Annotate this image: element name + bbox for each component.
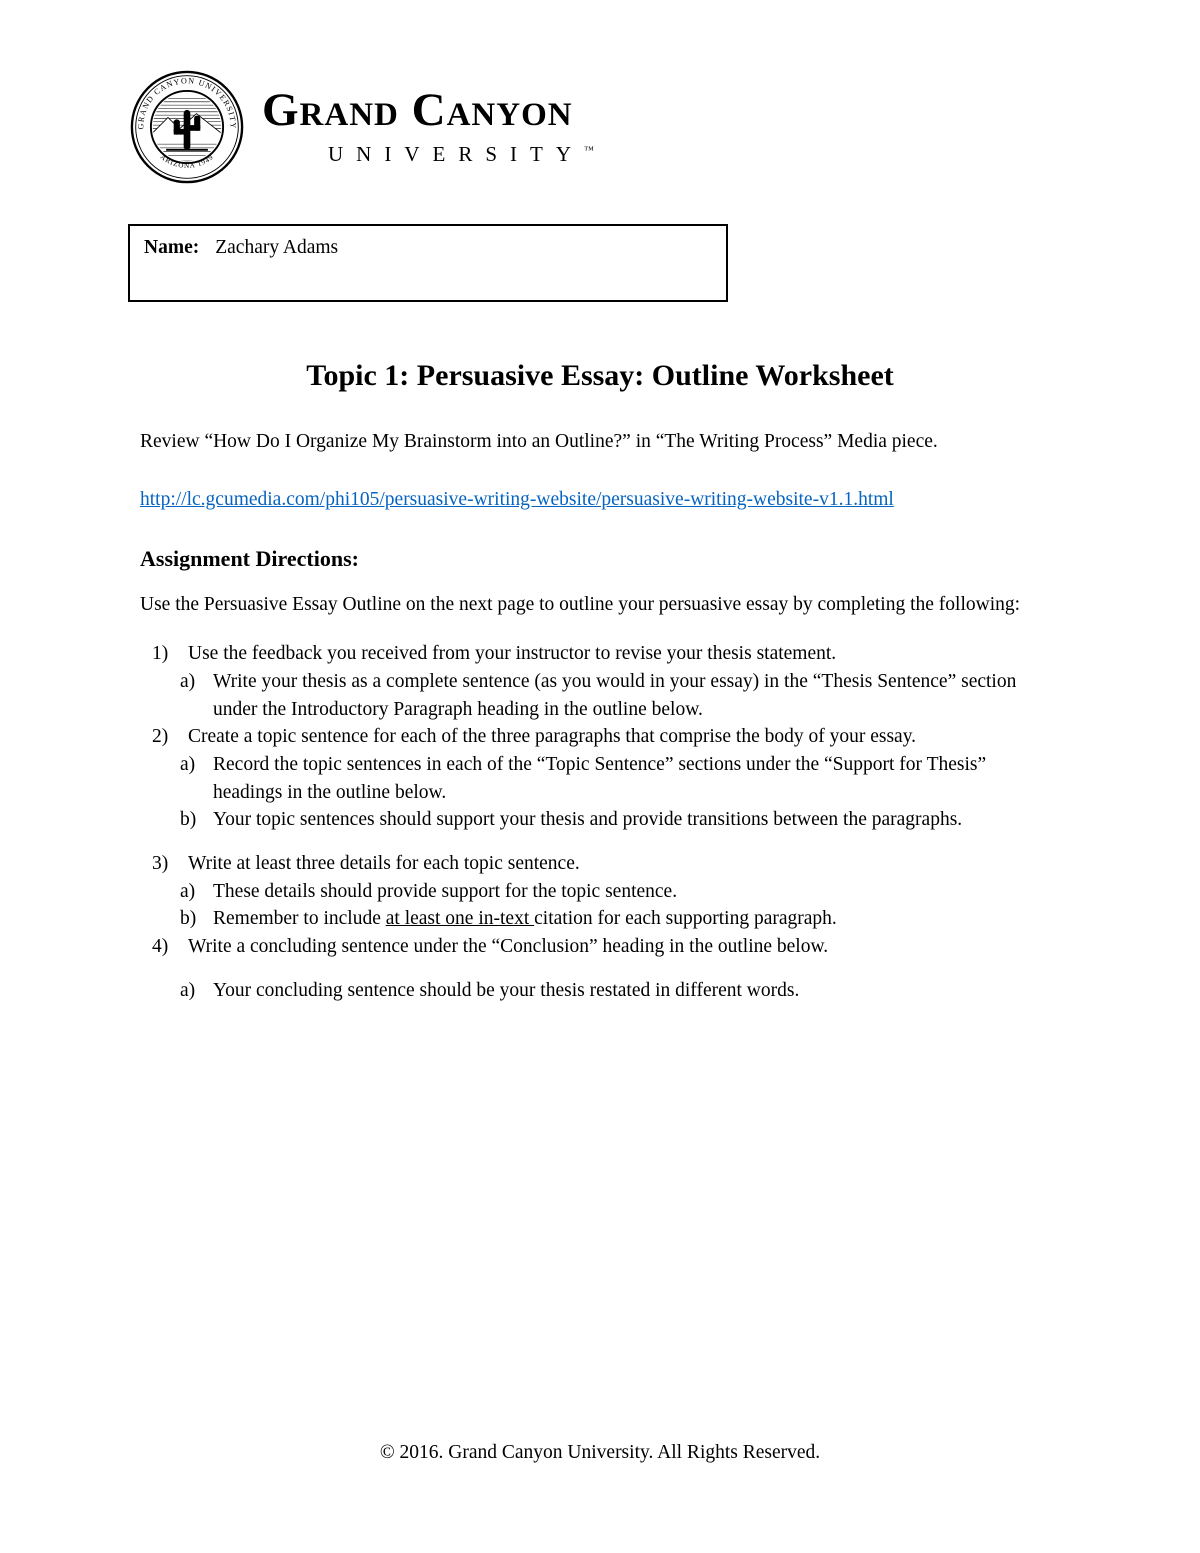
copyright-footer: © 2016. Grand Canyon University. All Rights Reserved. [379,1442,821,1464]
gcu-seal-icon [130,70,244,184]
logo-wordmark-block [262,84,594,169]
list-item-2a [140,751,1060,806]
list-text: Write a concluding sentence under the “Conclusion” heading in the outline below. [188,936,829,958]
list-text: Record the topic sentences in each of the “Topic Sentence” sections under the “Support for Thesis” headings in the outline below. [213,754,987,803]
list-text: Write at least three details for each topic sentence. [188,853,580,875]
list-item-1 [140,640,1060,668]
list-text: Your topic sentences should support your thesis and provide transitions between the paragraphs. [213,809,963,831]
name-box [128,224,728,302]
list-text-prefix: Remember to include [213,908,386,930]
list-text: Create a topic sentence for each of the three paragraphs that comprise the body of your essay. [188,726,917,748]
list-text [213,905,837,933]
list-marker: a) [180,670,196,692]
list-text-underlined: at least one in-text [385,908,535,930]
logo-university-line [262,140,594,170]
list-marker: 4) [152,936,169,958]
list-text: Your concluding sentence should be your thesis restated in different words. [213,979,800,1001]
directions-list [140,640,1060,1004]
list-marker: a) [180,880,196,902]
name-label: Name: [144,237,200,258]
directions-heading: Assignment Directions: [140,546,359,572]
list-item-2 [140,723,1060,751]
list-item-4a [140,977,1060,1005]
list-marker: b) [180,908,197,930]
list-marker: 3) [152,853,169,875]
list-marker: a) [180,754,196,776]
media-link[interactable]: http://lc.gcumedia.com/phi105/persuasive-writing-website/persuasive-writing-website-v1.1.html [140,488,894,510]
list-text-suffix: citation for each supporting paragraph. [534,908,837,930]
seal-bottom-text: ARIZONA 1949 [158,152,216,170]
list-marker: 1) [152,643,169,665]
list-marker: 2) [152,726,169,748]
list-item-4 [140,933,1060,961]
list-item-3 [140,850,1060,878]
intro-paragraph: Review “How Do I Organize My Brainstorm into an Outline?” in “The Writing Process” Media piece. [140,431,938,452]
logo-university-text: UNIVERSITY [328,141,584,166]
directions-intro: Use the Persuasive Essay Outline on the next page to outline your persuasive essay by completing the following: [140,593,1021,615]
seal-top-text: GRAND CANYON UNIVERSITY [136,76,238,130]
name-value: Zachary Adams [215,237,339,258]
list-item-1a [140,668,1060,723]
list-item-3a [140,878,1060,906]
link-line [140,486,1060,514]
page-title: Topic 1: Persuasive Essay: Outline Worksheet [306,359,894,392]
logo-wordmark: Grand Canyon [262,84,573,137]
list-text: Write your thesis as a complete sentence (as you would in your essay) in the “Thesis Sentence” section under the Introductory Paragraph heading in the outline below. [213,670,1017,720]
list-item-3b [140,905,1060,933]
trademark-symbol: ™ [584,144,594,156]
gcu-logo [130,70,1060,184]
list-item-2b [140,806,1060,834]
list-marker: a) [180,979,196,1001]
list-text: Use the feedback you received from your instructor to revise your thesis statement. [188,643,837,665]
list-marker: b) [180,809,197,831]
list-text: These details should provide support for the topic sentence. [213,880,678,902]
